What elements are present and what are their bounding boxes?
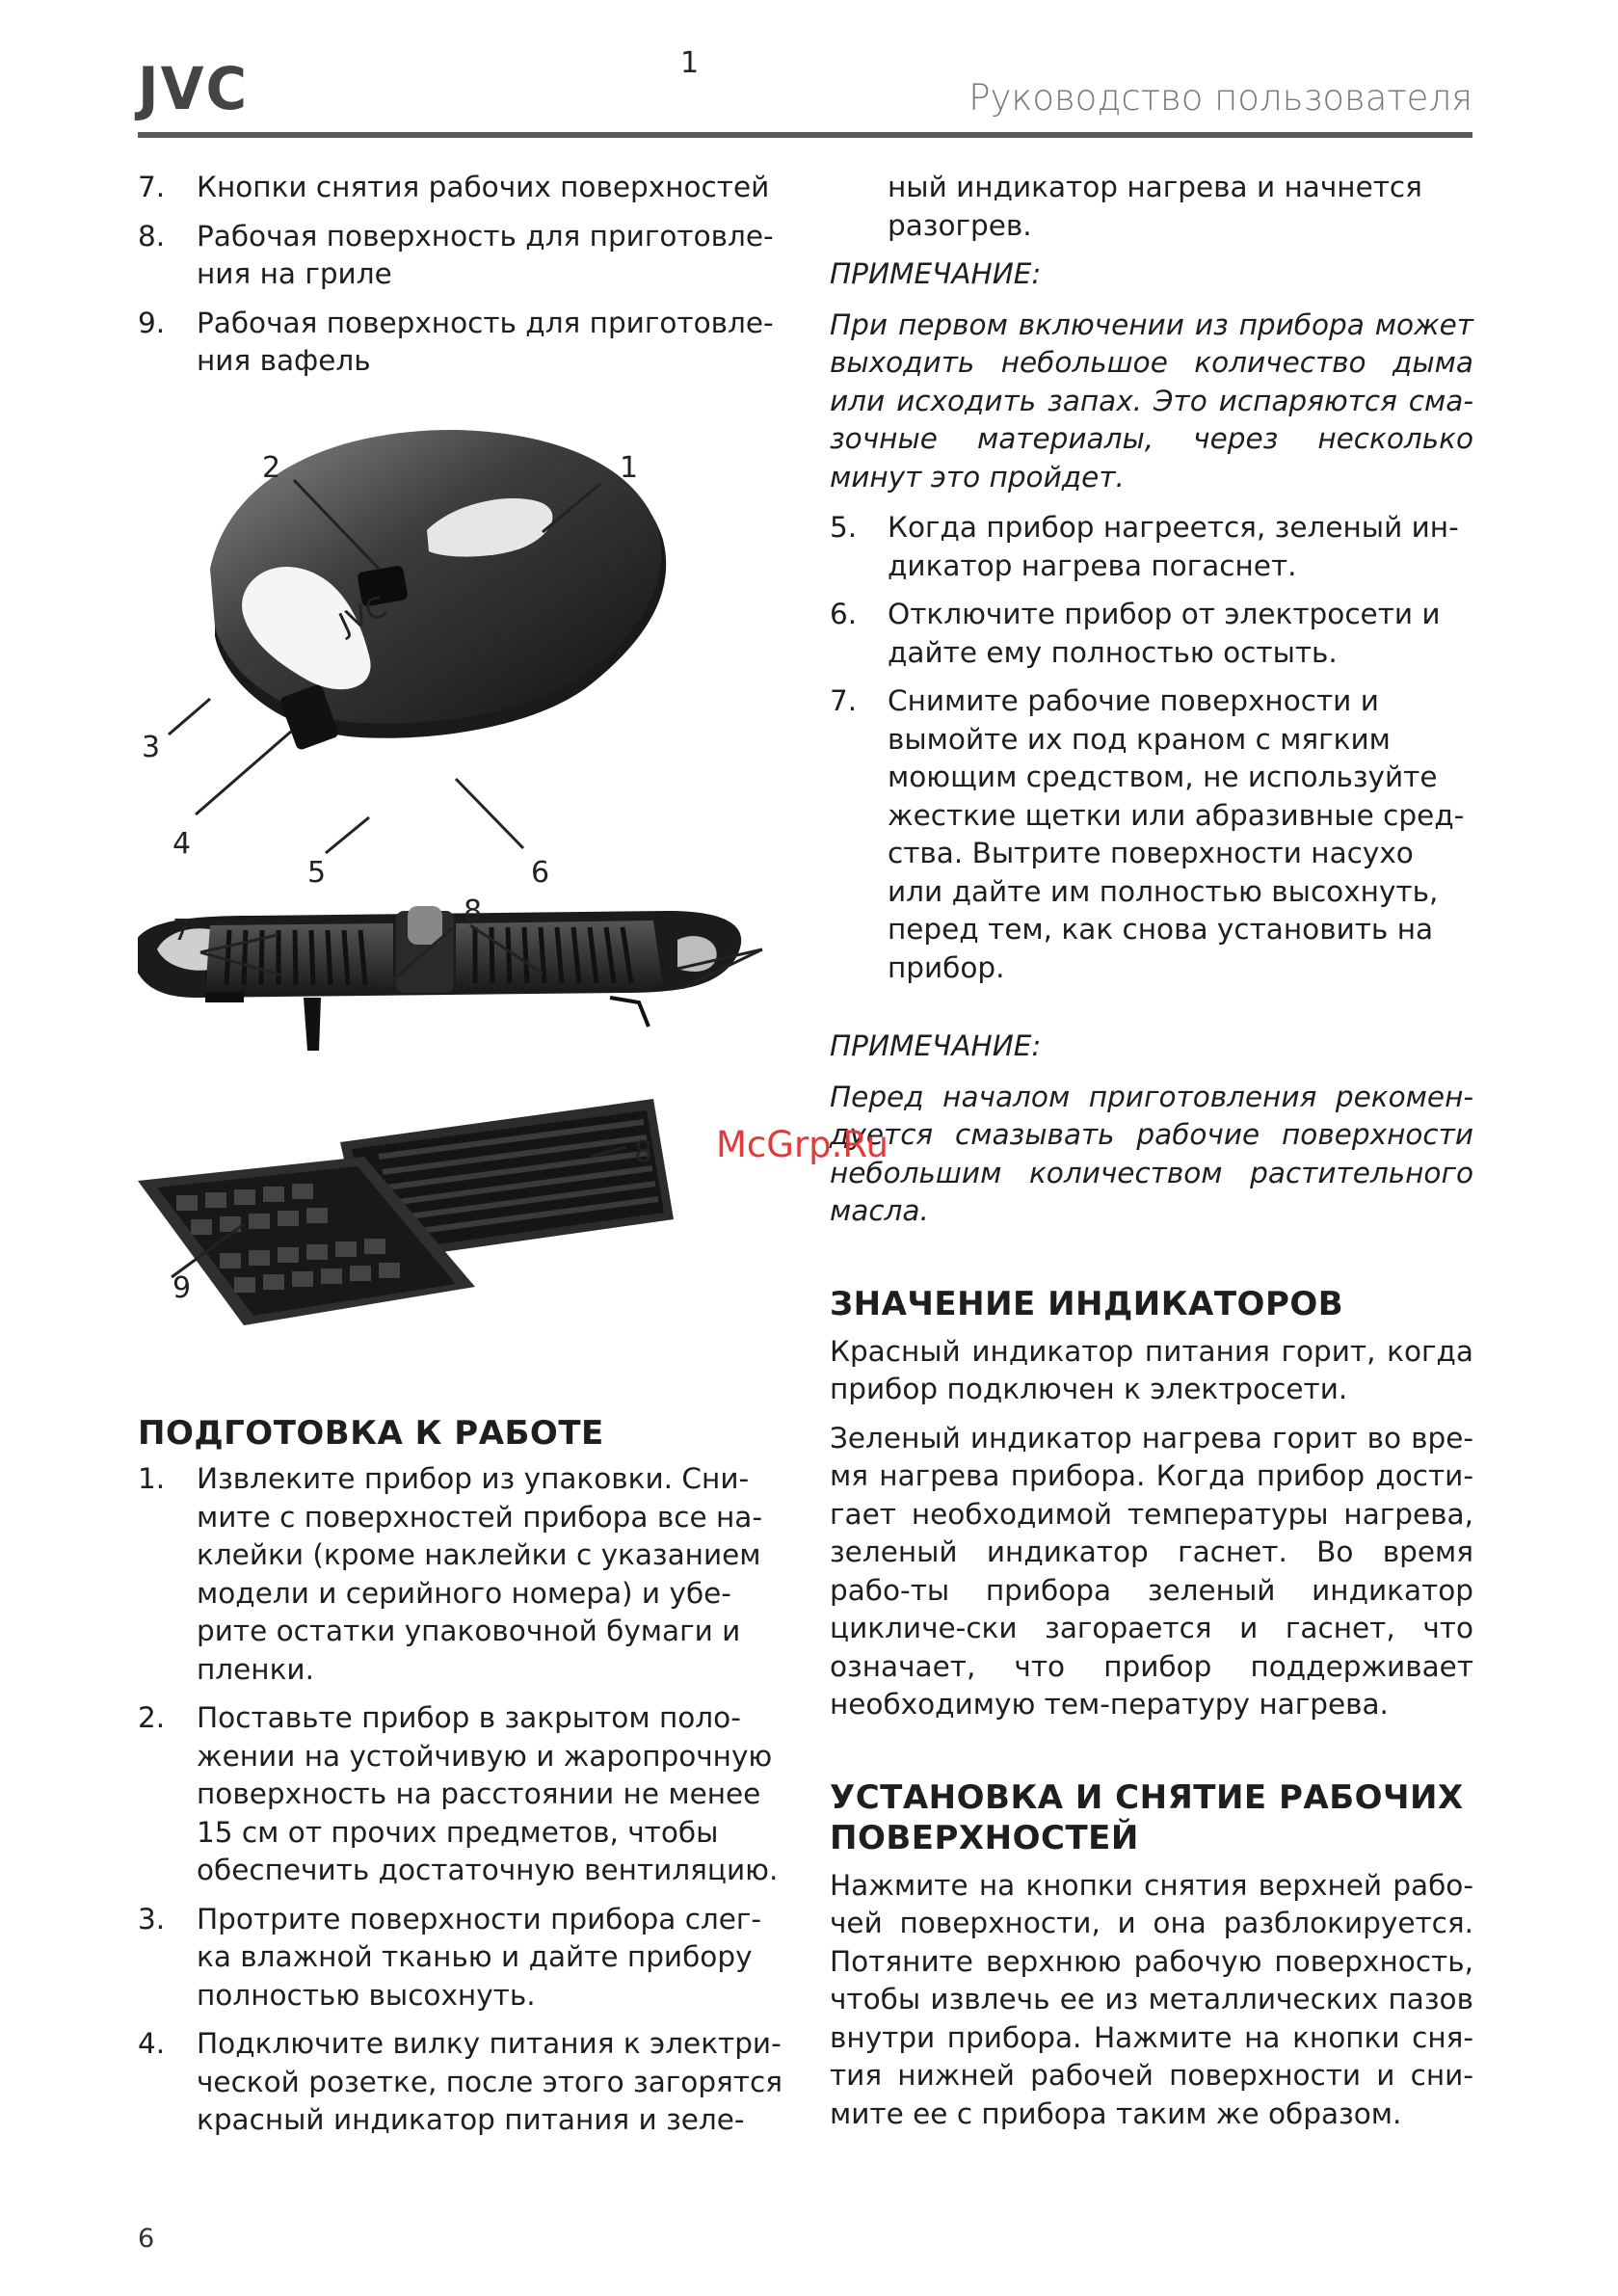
open-device: [138, 906, 741, 1051]
item-text: Подключите вилку питания к электри-ческой розетке, после этого загорятся красный индикатор питания и зеле-: [197, 2027, 782, 2136]
note-text: При первом включении из прибора может выходить небольшое количество дыма или исходить запах. Это испаряются сма-зочные материалы, через несколько минут это пройдет.: [830, 307, 1473, 494]
item-number: 7.: [138, 171, 166, 203]
list-item: [138, 1901, 788, 2016]
list-item: [830, 596, 1473, 672]
item-text: Отключите прибор от электросети и дайте ему полностью остыть.: [888, 598, 1441, 669]
left-column-top: [138, 169, 788, 391]
list-item: [138, 218, 788, 294]
list-item: [138, 1460, 788, 1689]
removable-plates: [138, 1099, 674, 1325]
callout-3: 3: [142, 731, 161, 764]
preparation-steps: [138, 1460, 788, 2140]
callout-4: 4: [172, 827, 192, 861]
item-text: Рабочая поверхность для приготовле-ния вафель: [197, 306, 774, 377]
item-text: Поставьте прибор в закрытом поло-жении на устойчивую и жаропрочную поверхность на расстоянии не менее 15 см от прочих предметов, чтобы обеспечить достаточную вентиляцию.: [197, 1701, 779, 1886]
item-number: 3.: [138, 1902, 166, 1936]
item-number: 8.: [138, 219, 166, 253]
note-heading: ПРИМЕЧАНИЕ:: [830, 257, 1042, 290]
device-logo: JVC: [333, 590, 392, 642]
item-number: 6.: [830, 598, 858, 630]
callout-8-grill: 8: [464, 894, 483, 928]
watermark: McGrp.Ru: [716, 1124, 889, 1165]
list-item: [830, 682, 1473, 987]
section-heading: ЗНАЧЕНИЕ ИНДИКАТОРОВ: [830, 1284, 1344, 1323]
item-text: Протрите поверхности прибора слег-ка влажной тканью и дайте прибору полностью высохнуть.: [197, 1902, 762, 2012]
paragraph: Нажмите на кнопки снятия верхней рабо-чей поверхности, и она разблокируется. Потяните верхнюю рабочую поверхность, чтобы извлечь ее из металлических пазов внутри прибора. Нажмите на кнопки сня-тия нижней рабочей поверхности и сни-мите ее с прибора таким же образом.: [830, 1868, 1473, 2130]
list-item: [830, 509, 1473, 585]
brand-logo: JVC: [138, 54, 250, 123]
item-text: Снимите рабочие поверхности и вымойте их под краном с мягким моющим средством, не используйте жесткие щетки или абразивные сред-ства. Вытрите поверхности насухо или дайте им полностью высохнуть, перед тем, как снова установить на прибор.: [888, 684, 1465, 984]
item-text: Извлеките прибор из упаковки. Сни-мите с поверхностей прибора все на-клейки (кроме наклейки с указанием модели и серийного номера) и убе-рите остатки упаковочной бумаги и пленки.: [197, 1462, 762, 1686]
page-number: 6: [138, 2224, 155, 2254]
callout-9: 9: [172, 1271, 192, 1305]
item-text: Рабочая поверхность для приготовле-ния на гриле: [197, 219, 774, 290]
list-item: [138, 305, 788, 381]
note-text: Перед началом приготовления рекомен-дуется смазывать рабочие поверхности небольшим количеством растительного масла.: [830, 1080, 1473, 1227]
item-text: Когда прибор нагреется, зеленый ин-дикатор нагрева погаснет.: [888, 511, 1459, 582]
list-item: [138, 2025, 788, 2140]
list-item: [138, 1699, 788, 1890]
callout-7: 7: [172, 914, 192, 948]
section-heading: ПОДГОТОВКА К РАБОТЕ: [138, 1414, 604, 1453]
callout-1: 1: [620, 451, 639, 485]
note-heading: ПРИМЕЧАНИЕ:: [830, 1029, 1042, 1062]
document-title: Руководство пользователя: [968, 77, 1472, 119]
step-continuation: ный индикатор нагрева и начнется разогрев.: [888, 171, 1422, 242]
callout-2: 2: [262, 451, 281, 485]
item-text: Кнопки снятия рабочих поверхностей: [197, 171, 770, 203]
item-number: 4.: [138, 2027, 166, 2060]
paragraph: Красный индикатор питания горит, когда прибор подключен к электросети.: [830, 1334, 1473, 1405]
device-illustration: [138, 424, 788, 1388]
callout-8-plate: 8: [634, 1135, 653, 1169]
paragraph: Зеленый индикатор нагрева горит во вре-мя нагрева прибора. Когда прибор дости-гает необходимой температуры нагрева, зеленый индикатор гаснет. Во время рабо-ты прибора зеленый индикатор цикличе-ски загорается и гаснет, что означает, что прибор поддерживает необходимую тем-пературу нагрева.: [830, 1421, 1473, 1721]
item-number: 7.: [830, 684, 858, 717]
header-rule: [138, 132, 1472, 138]
top-number: 1: [680, 46, 700, 80]
right-column: [830, 169, 1473, 2144]
parts-list: [138, 169, 788, 381]
callout-5: 5: [307, 856, 327, 890]
section-heading: УСТАНОВКА И СНЯТИЕ РАБОЧИХ ПОВЕРХНОСТЕЙ: [830, 1777, 1464, 1857]
item-number: 1.: [138, 1462, 166, 1495]
item-number: 9.: [138, 306, 166, 339]
item-number: 5.: [830, 511, 858, 544]
callout-6: 6: [531, 856, 550, 890]
more-steps: [830, 509, 1473, 987]
item-number: 2.: [138, 1701, 166, 1734]
list-item: [138, 169, 788, 207]
preparation-section: [138, 1413, 788, 2150]
